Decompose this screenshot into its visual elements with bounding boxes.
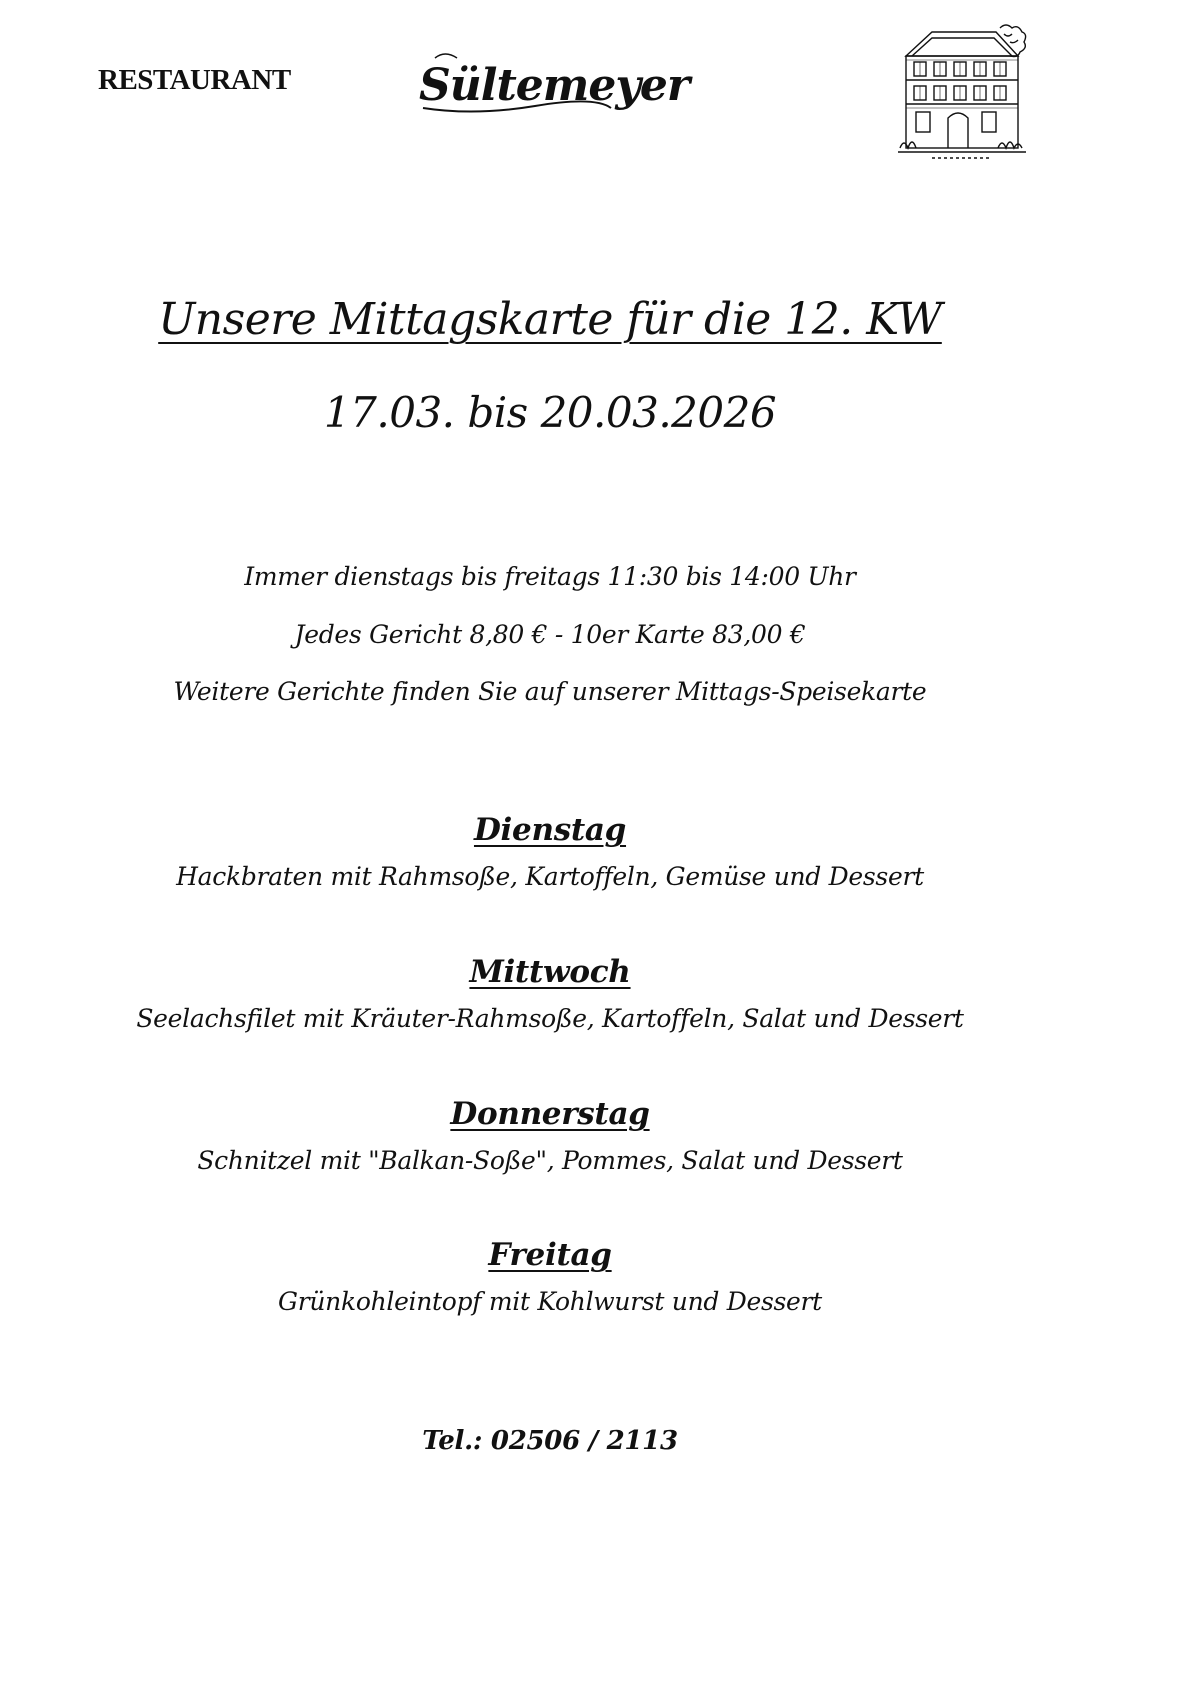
menu-dates: 17.03. bis 20.03.2026 [323,388,777,437]
day-heading-mittwoch [0,954,1100,990]
day-label: Dienstag [473,812,627,848]
dish-donnerstag: Schnitzel mit "Balkan-Soße", Pommes, Salat und Dessert [197,1146,903,1175]
restaurant-label: RESTAURANT [98,64,291,96]
day-label: Freitag [488,1237,612,1273]
day-label: Mittwoch [469,954,631,990]
menu-title [0,294,1100,345]
phone-number: Tel.: 02506 / 2113 [422,1426,678,1456]
menu-title-text: Unsere Mittagskarte für die 12. KW [158,294,942,345]
building-drawing-icon [892,22,1032,162]
day-heading-dienstag [0,812,1100,848]
day-heading-donnerstag [0,1096,1100,1132]
day-heading-freitag [0,1237,1100,1273]
opening-hours: Immer dienstags bis freitags 11:30 bis 14:00 Uhr [244,562,856,591]
dish-freitag: Grünkohleintopf mit Kohlwurst und Dessert [278,1287,822,1316]
dish-mittwoch: Seelachsfilet mit Kräuter-Rahmsoße, Kartoffeln, Salat und Dessert [136,1004,964,1033]
price-info: Jedes Gericht 8,80 € - 10er Karte 83,00 € [294,620,806,649]
restaurant-logo [415,46,690,122]
more-dishes-note: Weitere Gerichte finden Sie auf unserer Mittags-Speisekarte [173,677,927,706]
day-label: Donnerstag [450,1096,650,1132]
dish-dienstag: Hackbraten mit Rahmsoße, Kartoffeln, Gemüse und Dessert [176,862,924,891]
logo-text: Sültemeyer [419,60,690,111]
